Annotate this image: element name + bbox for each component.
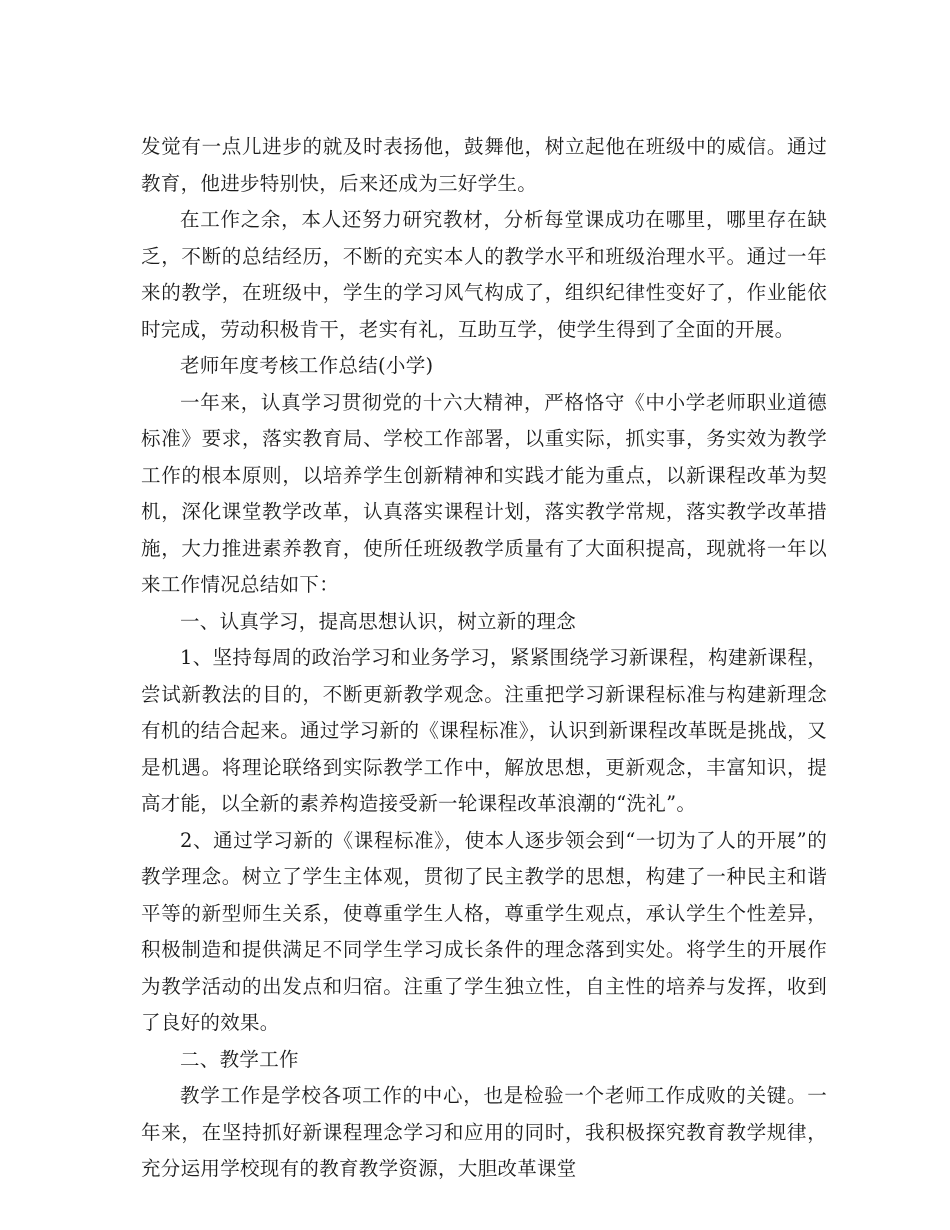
paragraph-point-1: 1、坚持每周的政治学习和业务学习，紧紧围绕学习新课程，构建新课程，尝试新教法的目的，不断更新教学观念。注重把学习新课程标准与构建新理念有机的结合起来。通过学习新的《课程标准》，认识到新课程改革既是挑战，又是机遇。将理论联络到实际教学工作中，解放思想，更新观念，丰富知识，提高才能，以全新的素养构造接受新一轮课程改革浪潮的“洗礼”。	[141, 646, 827, 815]
paragraph-intro: 一年来，认真学习贯彻党的十六大精神，严格恪守《中小学老师职业道德标准》要求，落实教育局、学校工作部署，以重实际，抓实事，务实效为教学工作的根本原则，以培养学生创新精神和实践才能为重点，以新课程改革为契机，深化课堂教学改革，认真落实课程计划，落实教学常规，落实教学改革措施，大力推进素养教育，使所任班级教学质量有了大面积提高，现就将一年以来工作情况总结如下：	[141, 390, 827, 596]
document-body	[141, 129, 827, 1188]
paragraph-point-2: 2、通过学习新的《课程标准》，使本人逐步领会到“一切为了人的开展”的教学理念。树立了学生主体观，贯彻了民主教学的思想，构建了一种民主和谐平等的新型师生关系，使尊重学生人格，尊重学生观点，承认学生个性差异，积极制造和提供满足不同学生学习成长条件的理念落到实处。将学生的开展作为教学活动的出发点和归宿。注重了学生独立性，自主性的培养与发挥，收到了良好的效果。	[141, 828, 827, 1034]
paragraph-continuation: 发觉有一点儿进步的就及时表扬他，鼓舞他，树立起他在班级中的威信。通过教育，他进步特别快，后来还成为三好学生。	[141, 135, 827, 195]
paragraph-work-research: 在工作之余，本人还努力研究教材，分析每堂课成功在哪里，哪里存在缺乏，不断的总结经历，不断的充实本人的教学水平和班级治理水平。通过一年来的教学，在班级中，学生的学习风气构成了，组织纪律性变好了，作业能依时完成，劳动积极肯干，老实有礼，互助互学，使学生得到了全面的开展。	[141, 208, 827, 341]
heading-two: 二、教学工作	[180, 1047, 299, 1071]
heading-one: 一、认真学习，提高思想认识，树立新的理念	[180, 609, 577, 633]
section-title: 老师年度考核工作总结(小学)	[180, 354, 434, 377]
paragraph-teaching-work: 教学工作是学校各项工作的中心，也是检验一个老师工作成败的关键。一年来，在坚持抓好新课程理念学习和应用的同时，我积极探究教育教学规律，充分运用学校现有的教育教学资源，大胆改革课堂	[141, 1084, 827, 1180]
